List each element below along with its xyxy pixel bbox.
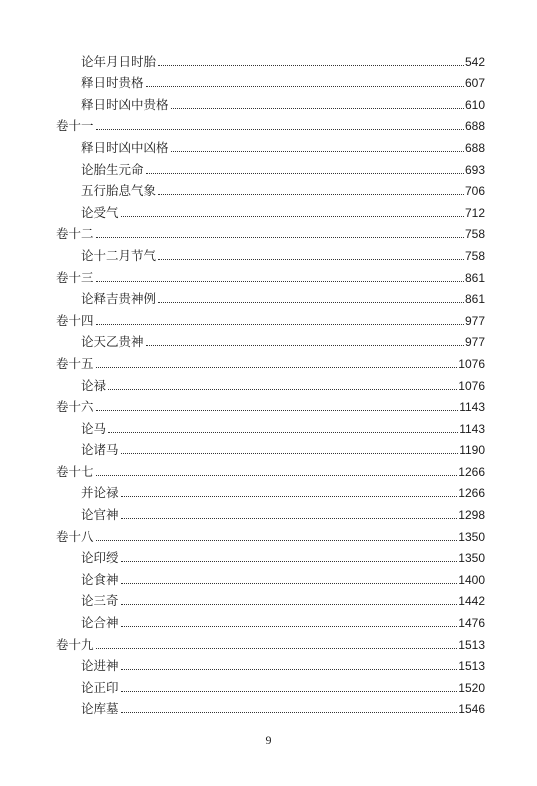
toc-entry-page-number: 1350	[458, 529, 485, 544]
toc-chapter-row	[56, 113, 485, 135]
toc-entry-page-number: 688	[464, 119, 485, 134]
toc-chapter-row	[56, 394, 485, 416]
toc-entry-page-number: 758	[464, 248, 485, 263]
toc-entry-title: 论合神	[81, 615, 119, 631]
toc-entry-title: 论天乙贵神	[81, 334, 144, 350]
toc-section-row	[56, 156, 485, 178]
toc-dot-leader	[121, 215, 464, 217]
toc-entry-title: 论三奇	[81, 593, 119, 609]
toc-dot-leader	[158, 193, 464, 195]
toc-entry-title: 卷十九	[56, 636, 94, 652]
toc-entry-title: 论诸马	[81, 442, 119, 458]
toc-entry-title: 卷十四	[56, 312, 94, 328]
toc-entry-title: 卷十六	[56, 399, 94, 415]
toc-entry-page-number: 712	[464, 205, 485, 220]
toc-dot-leader	[171, 107, 464, 109]
toc-entry-page-number: 1190	[459, 443, 485, 458]
toc-entry-page-number: 1076	[458, 356, 485, 371]
toc-dot-leader	[96, 280, 464, 282]
toc-dot-leader	[121, 668, 458, 670]
toc-dot-leader	[121, 495, 458, 497]
toc-dot-leader	[146, 172, 464, 174]
toc-dot-leader	[96, 128, 464, 130]
toc-section-row	[56, 545, 485, 567]
toc-chapter-row	[56, 264, 485, 286]
toc-entry-page-number: 542	[464, 54, 485, 69]
toc-chapter-row	[56, 350, 485, 372]
toc-section-row	[56, 178, 485, 200]
toc-dot-leader	[96, 409, 459, 411]
toc-section-row	[56, 437, 485, 459]
toc-section-row	[56, 566, 485, 588]
toc-section-row	[56, 372, 485, 394]
toc-entry-page-number: 1513	[458, 637, 485, 652]
toc-entry-page-number: 1266	[458, 464, 485, 479]
table-of-contents	[56, 48, 485, 717]
toc-entry-page-number: 861	[464, 292, 485, 307]
toc-chapter-row	[56, 458, 485, 480]
toc-dot-leader	[121, 582, 458, 584]
toc-entry-title: 卷十三	[56, 269, 94, 285]
toc-section-row	[56, 609, 485, 631]
toc-chapter-row	[56, 221, 485, 243]
toc-entry-page-number: 688	[464, 140, 485, 155]
page-number: 9	[265, 733, 272, 747]
toc-entry-title: 论受气	[81, 204, 119, 220]
toc-section-row	[56, 242, 485, 264]
toc-entry-title: 五行胎息气象	[81, 183, 157, 199]
toc-entry-page-number: 1546	[458, 702, 485, 717]
toc-section-row	[56, 134, 485, 156]
toc-dot-leader	[146, 85, 464, 87]
toc-entry-page-number: 1266	[458, 486, 485, 501]
toc-entry-title: 论库墓	[81, 701, 119, 717]
toc-entry-title: 卷十五	[56, 355, 94, 371]
toc-entry-title: 卷十八	[56, 528, 94, 544]
toc-dot-leader	[96, 236, 464, 238]
toc-entry-page-number: 1476	[458, 616, 485, 631]
toc-chapter-row	[56, 307, 485, 329]
toc-entry-title: 论印绶	[81, 550, 119, 566]
toc-dot-leader	[158, 301, 464, 303]
toc-dot-leader	[96, 539, 458, 541]
toc-entry-title: 论官神	[81, 507, 119, 523]
toc-entry-title: 论马	[81, 420, 107, 436]
toc-entry-title: 释日时贵格	[81, 75, 144, 91]
toc-entry-page-number: 610	[464, 97, 485, 112]
toc-dot-leader	[121, 560, 458, 562]
toc-section-row	[56, 48, 485, 70]
toc-dot-leader	[121, 603, 458, 605]
toc-entry-page-number: 1350	[458, 551, 485, 566]
toc-dot-leader	[108, 388, 457, 390]
toc-dot-leader	[121, 690, 458, 692]
toc-dot-leader	[108, 431, 458, 433]
toc-section-row	[56, 199, 485, 221]
toc-dot-leader	[121, 711, 458, 713]
toc-entry-page-number: 1400	[458, 572, 485, 587]
toc-entry-page-number: 861	[464, 270, 485, 285]
toc-section-row	[56, 501, 485, 523]
toc-entry-title: 论正印	[81, 679, 119, 695]
toc-dot-leader	[171, 150, 464, 152]
toc-entry-page-number: 1143	[459, 421, 485, 436]
toc-dot-leader	[158, 64, 464, 66]
toc-dot-leader	[158, 258, 464, 260]
toc-entry-page-number: 607	[464, 76, 485, 91]
toc-entry-page-number: 1513	[458, 659, 485, 674]
toc-entry-page-number: 977	[464, 335, 485, 350]
toc-section-row	[56, 588, 485, 610]
toc-entry-title: 卷十二	[56, 226, 94, 242]
toc-chapter-row	[56, 631, 485, 653]
toc-entry-page-number: 1442	[458, 594, 485, 609]
toc-entry-page-number: 706	[464, 184, 485, 199]
toc-section-row	[56, 415, 485, 437]
toc-entry-title: 论胎生元命	[81, 161, 144, 177]
toc-entry-title: 释日时凶中凶格	[81, 139, 169, 155]
toc-entry-page-number: 977	[464, 313, 485, 328]
toc-dot-leader	[121, 625, 458, 627]
toc-section-row	[56, 91, 485, 113]
toc-dot-leader	[96, 647, 458, 649]
toc-section-row	[56, 286, 485, 308]
toc-dot-leader	[121, 452, 459, 454]
toc-entry-title: 论禄	[81, 377, 107, 393]
toc-section-row	[56, 696, 485, 718]
toc-dot-leader	[96, 366, 458, 368]
toc-entry-page-number: 1298	[458, 508, 485, 523]
toc-dot-leader	[146, 344, 464, 346]
toc-chapter-row	[56, 523, 485, 545]
toc-entry-page-number: 693	[464, 162, 485, 177]
toc-section-row	[56, 329, 485, 351]
toc-entry-title: 释日时凶中贵格	[81, 96, 169, 112]
toc-entry-title: 论进神	[81, 658, 119, 674]
toc-entry-title: 论食神	[81, 571, 119, 587]
toc-entry-page-number: 1143	[459, 400, 485, 415]
toc-entry-title: 论释吉贵神例	[81, 291, 157, 307]
toc-section-row	[56, 70, 485, 92]
toc-entry-title: 卷十七	[56, 463, 94, 479]
toc-section-row	[56, 674, 485, 696]
toc-entry-page-number: 1076	[458, 378, 485, 393]
toc-entry-title: 论年月日时胎	[81, 53, 157, 69]
toc-entry-page-number: 1520	[458, 680, 485, 695]
toc-section-row	[56, 653, 485, 675]
toc-dot-leader	[96, 323, 464, 325]
toc-section-row	[56, 480, 485, 502]
toc-entry-page-number: 758	[464, 227, 485, 242]
toc-entry-title: 并论禄	[81, 485, 119, 501]
toc-dot-leader	[121, 517, 458, 519]
toc-dot-leader	[96, 474, 458, 476]
toc-entry-title: 卷十一	[56, 118, 94, 134]
toc-entry-title: 论十二月节气	[81, 247, 157, 263]
